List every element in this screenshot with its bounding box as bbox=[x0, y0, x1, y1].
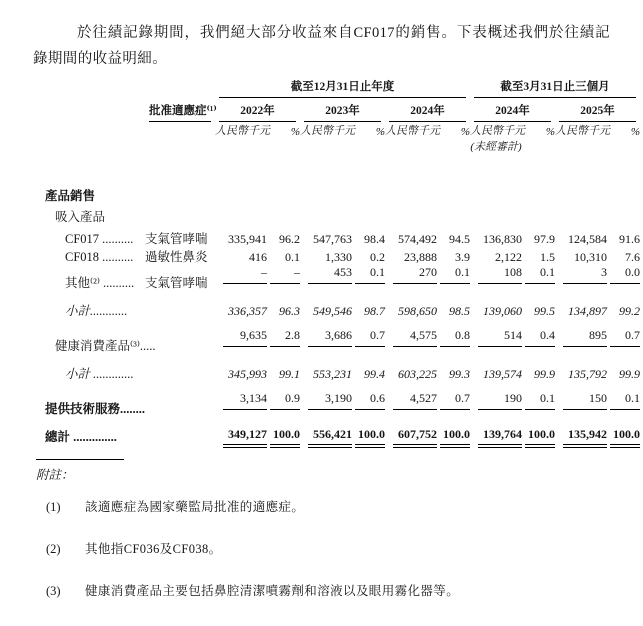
cell-value: 547,763 bbox=[313, 232, 352, 246]
cell-value: – bbox=[223, 265, 267, 284]
cell-value: 139,060 bbox=[483, 304, 523, 318]
cell-value: 150 bbox=[563, 391, 607, 410]
cell-value: 574,492 bbox=[398, 232, 437, 246]
cell-value: 270 bbox=[393, 265, 437, 284]
cell-value: 98.4 bbox=[364, 232, 385, 246]
revenue-breakdown-table bbox=[45, 76, 640, 455]
year-header-2025-q1: 2025年 bbox=[559, 98, 636, 122]
cell-value: 556,421 bbox=[308, 427, 352, 445]
cell-value: 598,650 bbox=[398, 304, 437, 318]
cell-value: 2.8 bbox=[270, 328, 300, 347]
cell-value: 190 bbox=[478, 391, 522, 410]
cell-value: 135,792 bbox=[568, 367, 608, 381]
row-indication: 支氣管哮喘 bbox=[145, 232, 208, 246]
unit-label: 人民幣千元 bbox=[555, 125, 611, 137]
cell-value: 895 bbox=[563, 328, 607, 347]
cell-value: 0.1 bbox=[285, 250, 300, 264]
cell-value: 2,122 bbox=[495, 250, 523, 264]
cell-value: 0.1 bbox=[525, 391, 555, 410]
cell-value: 7.6 bbox=[625, 250, 641, 264]
cell-value: 0.9 bbox=[270, 391, 300, 410]
percent-label: % bbox=[375, 126, 385, 138]
cell-value: 335,941 bbox=[228, 232, 267, 246]
cell-value: 0.7 bbox=[440, 391, 470, 410]
cell-value: 453 bbox=[308, 265, 352, 284]
cell-value: 99.9 bbox=[534, 367, 556, 381]
table-row-health-consumer-products bbox=[45, 319, 640, 354]
cell-value: 136,830 bbox=[483, 232, 523, 246]
header-years bbox=[45, 98, 640, 122]
cell-value: 135,942 bbox=[563, 427, 607, 445]
cell-value: 0.7 bbox=[355, 328, 385, 347]
table-row-technical-services bbox=[45, 382, 640, 417]
cell-value: 139,574 bbox=[483, 367, 523, 381]
footnote-3 bbox=[46, 584, 613, 599]
cell-value: 3,686 bbox=[308, 328, 352, 347]
cell-value: 23,888 bbox=[404, 250, 437, 264]
cell-value: 0.1 bbox=[440, 265, 470, 284]
year-header-2023: 2023年 bbox=[304, 98, 381, 122]
cell-value: 99.3 bbox=[449, 367, 471, 381]
row-indication: 過敏性鼻炎 bbox=[145, 250, 208, 264]
cell-value: 98.7 bbox=[364, 304, 385, 318]
row-label: 小計 ............. bbox=[65, 367, 134, 381]
cell-value: 10,310 bbox=[574, 250, 608, 264]
cell-value: 96.3 bbox=[279, 304, 300, 318]
year-header-2024: 2024年 bbox=[389, 98, 466, 122]
row-label: 總計 .............. bbox=[45, 430, 117, 444]
row-label: CF018 .......... bbox=[65, 250, 134, 264]
row-label: 其他⁽²⁾ .......... bbox=[65, 276, 135, 290]
table-row-cf017 bbox=[45, 229, 640, 247]
row-label: 健康消費產品⁽³⁾..... bbox=[55, 339, 156, 353]
cell-value: 0.4 bbox=[525, 328, 555, 347]
percent-label: % bbox=[460, 126, 471, 138]
cell-value: 0.6 bbox=[355, 391, 385, 410]
cell-value: – bbox=[270, 265, 300, 284]
cell-value: 96.2 bbox=[279, 232, 300, 246]
table-row-total bbox=[45, 417, 640, 455]
row-label: 吸入產品 bbox=[55, 210, 106, 224]
cell-value: 3,134 bbox=[223, 391, 267, 410]
percent-label: % bbox=[545, 126, 556, 138]
cell-value: 0.0 bbox=[610, 265, 640, 284]
header-units bbox=[45, 122, 640, 138]
footnote-number: (2) bbox=[46, 542, 61, 556]
footnote-text: 該適應症為國家藥監局批准的適應症。 bbox=[85, 500, 305, 514]
cell-value: 416 bbox=[249, 250, 267, 264]
unit-label: 人民幣千元 bbox=[470, 125, 526, 137]
cell-value: 3 bbox=[563, 265, 607, 284]
percent-label: % bbox=[630, 126, 641, 138]
cell-value: 345,993 bbox=[228, 367, 267, 381]
cell-value: 99.4 bbox=[364, 367, 385, 381]
cell-value: 0.7 bbox=[610, 328, 640, 347]
row-label: 提供技術服務........ bbox=[45, 402, 146, 416]
footnote-number: (3) bbox=[46, 584, 61, 598]
cell-value: 4,575 bbox=[393, 328, 437, 347]
footnote-1 bbox=[46, 500, 613, 515]
cell-value: 99.1 bbox=[279, 367, 300, 381]
table-row-cf018 bbox=[45, 247, 640, 265]
footnote-text: 其他指CF036及CF038。 bbox=[85, 542, 222, 556]
cell-value: 553,231 bbox=[313, 367, 352, 381]
row-indication: 支氣管哮喘 bbox=[145, 276, 208, 290]
cell-value: 607,752 bbox=[393, 427, 437, 445]
cell-value: 514 bbox=[478, 328, 522, 347]
percent-label: % bbox=[290, 126, 300, 138]
cell-value: 0.2 bbox=[370, 250, 385, 264]
footnote-2 bbox=[46, 542, 613, 557]
cell-value: 549,546 bbox=[313, 304, 352, 318]
table-row-subtotal-inhalation bbox=[45, 291, 640, 319]
unit-label: 人民幣千元 bbox=[300, 125, 355, 137]
unit-label: 人民幣千元 bbox=[215, 125, 270, 137]
cell-value: 94.5 bbox=[449, 232, 471, 246]
year-header-2022: 2022年 bbox=[219, 98, 296, 122]
cell-value: 134,897 bbox=[568, 304, 608, 318]
cell-value: 1,330 bbox=[325, 250, 352, 264]
cell-value: 0.1 bbox=[525, 265, 555, 284]
unaudited-label: (未經審計) bbox=[470, 141, 522, 153]
period-group-year-ended: 截至12月31日止年度 bbox=[219, 76, 466, 98]
table-row-subtotal-products bbox=[45, 354, 640, 382]
unit-label: 人民幣千元 bbox=[385, 125, 440, 137]
cell-value: 99.5 bbox=[534, 304, 556, 318]
row-label: 小計............ bbox=[65, 304, 128, 318]
cell-value: 100.0 bbox=[355, 427, 385, 445]
cell-value: 336,357 bbox=[228, 304, 267, 318]
cell-value: 99.9 bbox=[619, 367, 641, 381]
cell-value: 124,584 bbox=[568, 232, 608, 246]
cell-value: 3.9 bbox=[455, 250, 471, 264]
cell-value: 349,127 bbox=[223, 427, 267, 445]
cell-value: 98.5 bbox=[449, 304, 471, 318]
cell-value: 4,527 bbox=[393, 391, 437, 410]
table-row-inhalation-products bbox=[45, 207, 640, 229]
cell-value: 99.2 bbox=[619, 304, 641, 318]
cell-value: 3,190 bbox=[308, 391, 352, 410]
header-unaudited bbox=[45, 138, 640, 154]
footnotes bbox=[46, 500, 613, 626]
row-label: 產品銷售 bbox=[45, 189, 96, 203]
cell-value: 0.1 bbox=[355, 265, 385, 284]
indication-column-header: 批准適應症⁽¹⁾ bbox=[149, 98, 211, 122]
period-group-three-months: 截至3月31日止三個月 bbox=[474, 76, 636, 98]
footnote-text: 健康消費產品主要包括鼻腔清潔噴霧劑和溶液以及眼用霧化器等。 bbox=[85, 584, 460, 598]
footnote-divider bbox=[36, 459, 124, 460]
year-header-2024-q1: 2024年 bbox=[474, 98, 551, 122]
cell-value: 0.1 bbox=[610, 391, 640, 410]
intro-paragraph: 於往績記錄期間，我們絕大部分收益來自CF017的銷售。下表概述我們於往績記錄期間的收益明細。 bbox=[33, 24, 610, 67]
cell-value: 603,225 bbox=[398, 367, 437, 381]
table-row-others bbox=[45, 265, 640, 291]
cell-value: 100.0 bbox=[525, 427, 555, 445]
cell-value: 139,764 bbox=[478, 427, 522, 445]
cell-value: 108 bbox=[478, 265, 522, 284]
cell-value: 9,635 bbox=[223, 328, 267, 347]
cell-value: 100.0 bbox=[270, 427, 300, 445]
cell-value: 100.0 bbox=[610, 427, 640, 445]
header-period-groups bbox=[45, 76, 640, 98]
table-row-product-sales bbox=[45, 154, 640, 207]
footnote-number: (1) bbox=[46, 500, 61, 514]
cell-value: 1.5 bbox=[540, 250, 556, 264]
cell-value: 100.0 bbox=[440, 427, 470, 445]
cell-value: 97.9 bbox=[534, 232, 556, 246]
row-label: CF017 .......... bbox=[65, 232, 134, 246]
footnotes-title: 附註： bbox=[36, 468, 74, 482]
cell-value: 91.6 bbox=[619, 232, 641, 246]
cell-value: 0.8 bbox=[440, 328, 470, 347]
